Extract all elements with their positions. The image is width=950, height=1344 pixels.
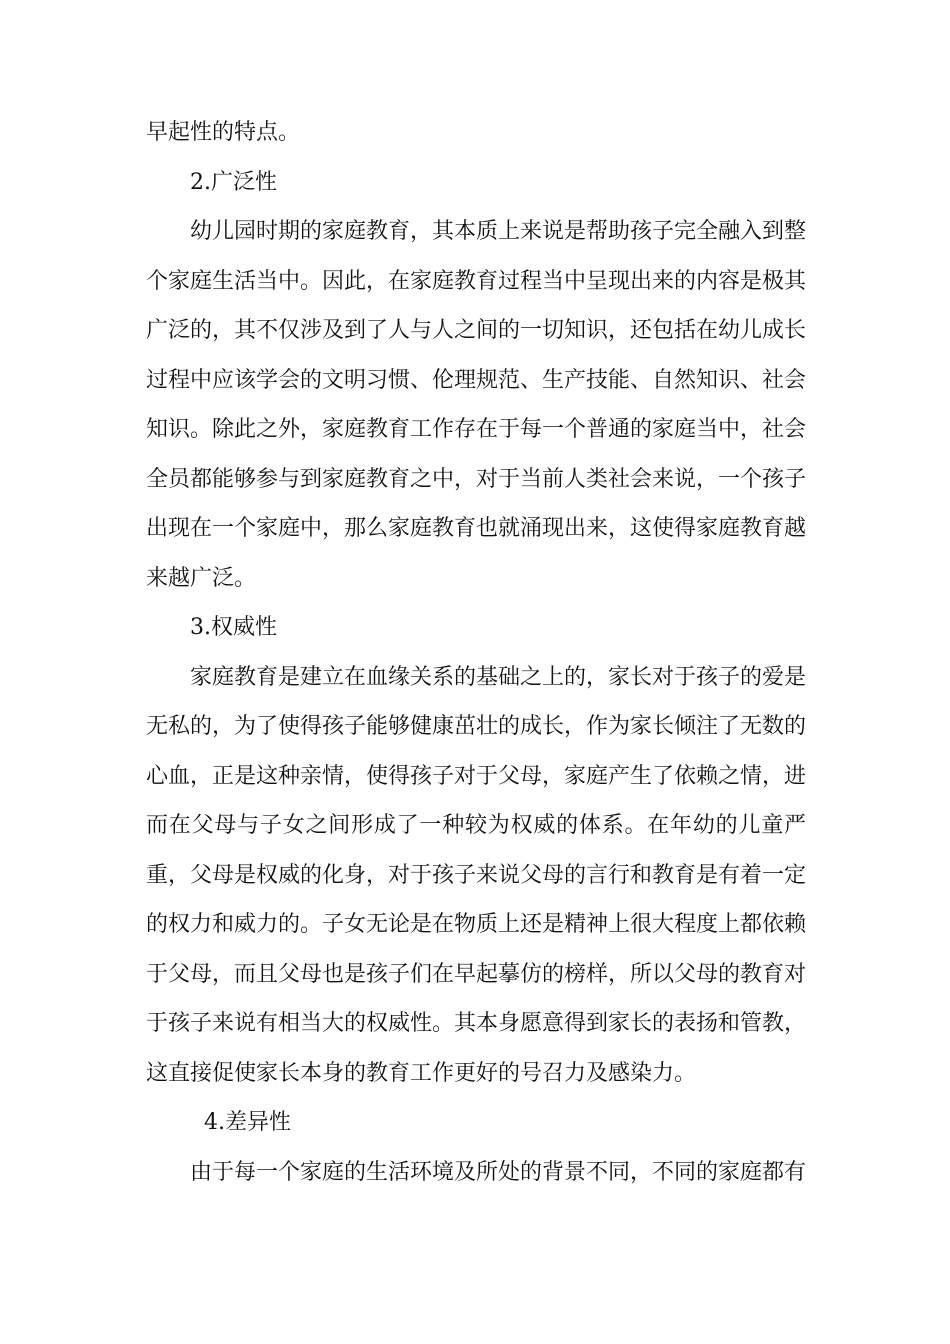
paragraph-line: 过程中应该学会的文明习惯、伦理规范、生产技能、自然知识、社会 [146, 367, 807, 393]
paragraph-line: 而在父母与子女之间形成了一种较为权威的体系。在年幼的儿童严 [146, 813, 806, 838]
paragraph-line: 这直接促使家长本身的教育工作更好的号召力及感染力。 [146, 1060, 697, 1086]
paragraph-line: 全员都能够参与到家庭教育之中，对于当前人类社会来说，一个孩子 [146, 466, 807, 492]
paragraph-line: 来越广泛。 [146, 565, 257, 591]
paragraph-line: 的权力和威力的。子女无论是在物质上还是精神上很大程度上都依赖 [146, 912, 807, 937]
section-heading: 2.广泛性 [190, 169, 277, 195]
paragraph-line: 重，父母是权威的化身，对于孩子来说父母的言行和教育是有着一定 [146, 862, 807, 888]
paragraph-line: 家庭教育是建立在血缘关系的基础之上的，家长对于孩子的爱是 [190, 664, 807, 690]
paragraph-line: 无私的，为了使得孩子能够健康茁壮的成长，作为家长倾注了无数的 [146, 714, 807, 739]
paragraph-line: 个家庭生活当中。因此，在家庭教育过程当中呈现出来的内容是极其 [146, 268, 807, 294]
section-heading: 3.权威性 [190, 615, 277, 640]
paragraph-line: 于孩子来说有相当大的权威性。其本身愿意得到家长的表扬和管教， [146, 1011, 807, 1036]
paragraph-line: 于父母，而且父母也是孩子们在早起摹仿的榜样，所以父母的教育对 [146, 961, 807, 987]
section-heading: 4.差异性 [204, 1110, 291, 1135]
paragraph-line: 出现在一个家庭中，那么家庭教育也就涌现出来，这使得家庭教育越 [146, 516, 807, 541]
paragraph-line: 知识。除此之外，家庭教育工作存在于每一个普通的家庭当中，社会 [146, 417, 807, 442]
paragraph-line: 心血，正是这种亲情，使得孩子对于父母，家庭产生了依赖之情，进 [146, 763, 807, 789]
paragraph-line: 幼儿园时期的家庭教育，其本质上来说是帮助孩子完全融入到整 [190, 219, 807, 244]
document-body [146, 108, 806, 1197]
paragraph-line: 由于每一个家庭的生活环境及所处的背景不同，不同的家庭都有 [190, 1159, 807, 1185]
paragraph-line: 广泛的，其不仅涉及到了人与人之间的一切知识，还包括在幼儿成长 [146, 318, 807, 343]
paragraph-line: 早起性的特点。 [146, 120, 301, 145]
